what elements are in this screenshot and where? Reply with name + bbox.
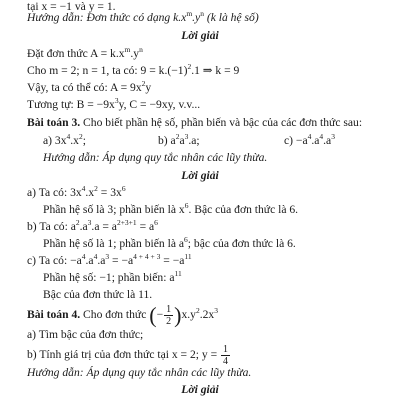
problem-4-label: Bài toán 4. (27, 308, 81, 321)
sol2-c-line-1: c) Ta có: $-a^4.a^4.a^3 = -a^{4 + 4 + 3} = -a^{11}$ (27, 252, 192, 267)
sol2-b-line-1: b) Ta có: $a^2.a^3.a = a^{2+3+1} = a^6$ (27, 218, 158, 233)
sol2-a-line-1: a) Ta có: $3x^4.x^2 = 3x^6$ (27, 184, 126, 199)
sol1-line-3: Vậy, ta có thể có: $A = 9x^2y$ (27, 79, 152, 94)
problem-3-c: $c) -a^4.a^4.a^3$ (284, 132, 335, 147)
problem-3-title: Bài toán 3. Cho biết phần hệ số, phần biến và bậc của các đơn thức sau: (27, 116, 363, 129)
top-cut-text: tại x = −1 và y = 1. (27, 0, 116, 13)
hint-label: Hướng dẫn: (27, 11, 84, 24)
fraction-one-half: $\frac{1}{2}$ (166, 303, 172, 327)
fraction-one-quarter: $\frac{1}{4}$ (223, 343, 229, 367)
sol1-line-1: Đặt đơn thức $A = k.x^m.y^n$ (27, 45, 143, 60)
problem-3-hint: Hướng dẫn: Áp dụng quy tắc nhân các lũy thừa. (43, 151, 268, 164)
hint-top: Hướng dẫn: Đơn thức có dạng $k.x^m.y^n$ (k là hệ số) (27, 9, 259, 24)
sol2-a-line-2: Phần hệ số là 3; phần biến là $x^6$. Bậc của đơn thức là 6. (43, 201, 299, 216)
sol2-b-line-2: Phần hệ số là 1; phần biến là $a^6$; bậc của đơn thức là 6. (43, 235, 296, 250)
problem-3-a: a) $3x^4.x^2$; (43, 132, 86, 147)
problem-3-b: b) $a^2a^3.a$; (158, 132, 200, 147)
solution-header-3: Lời giải (181, 383, 219, 396)
solution-header-1: Lời giải (181, 29, 219, 42)
problem-4-title: Bài toán 4. Cho đơn thức (− $\frac{1}{2}$ )$x.y^2.2x^3$ (27, 302, 218, 328)
sol1-line-4: Tương tự: $B = -9x^3y$, C = −9xy, v.v... (27, 96, 201, 111)
problem-4-b: b) Tính giá trị của đơn thức tại x = 2; y = $\frac{1}{4}$ (27, 343, 229, 367)
sol2-c-line-3: Bậc của đơn thức là 11. (43, 288, 153, 301)
sol2-c-line-2: Phần hệ số: −1; phần biến: $a^{11}$ (43, 269, 182, 284)
sol1-line-2: Cho m = 2; n = 1, ta có: $9 = k.(-1)^2.1$ ⇒ k = 9 (27, 62, 240, 77)
problem-4-hint: Hướng dẫn: Áp dụng quy tắc nhân các lũy thừa. (27, 366, 252, 379)
problem-3-label: Bài toán 3. (27, 116, 81, 129)
solution-header-2: Lời giải (181, 169, 219, 182)
problem-4-a: a) Tìm bậc của đơn thức; (27, 328, 144, 341)
